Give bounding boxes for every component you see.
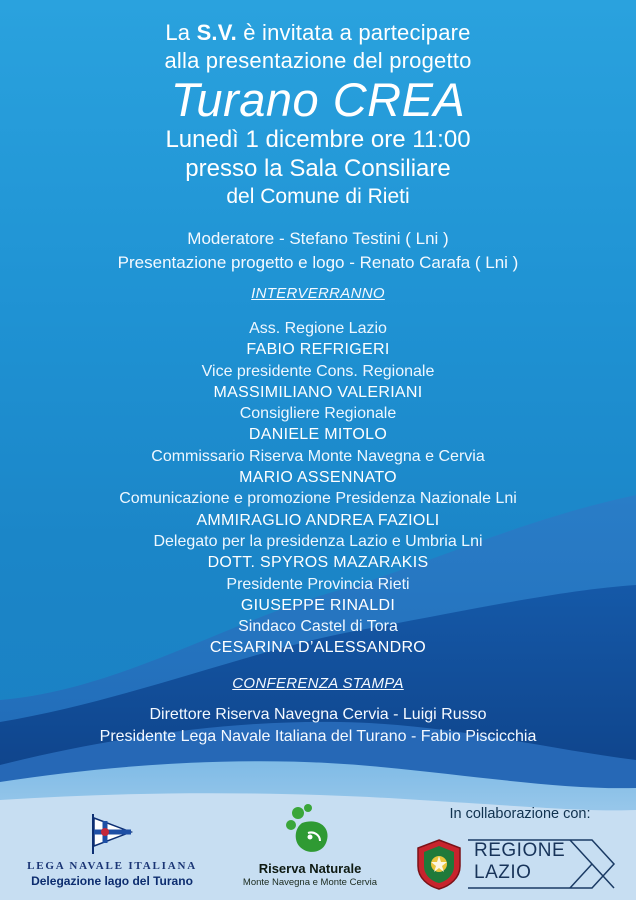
speaker-name: DOTT. SPYROS MAZARAKIS bbox=[207, 554, 429, 572]
speaker-role: Delegato per la presidenza Lazio e Umbria Lni bbox=[153, 532, 483, 550]
speaker-role: Ass. Regione Lazio bbox=[249, 320, 387, 337]
speaker-name: FABIO REFRIGERI bbox=[246, 341, 390, 359]
event-place-detail: del Comune di Rieti bbox=[226, 185, 410, 208]
invitation-line-1: La S.V. è invitata a partecipare bbox=[165, 20, 471, 45]
speaker-role: Commissario Riserva Monte Navegna e Cervia bbox=[151, 447, 485, 465]
moderator-line: Moderatore - Stefano Testini ( Lni ) bbox=[187, 229, 449, 248]
project-title: Turano CREA bbox=[170, 73, 466, 126]
lni-delegation: Delegazione lago del Turano bbox=[31, 874, 193, 888]
regione-label: REGIONE bbox=[474, 840, 566, 861]
lega-navale-logo bbox=[22, 812, 202, 888]
speaker-name: DANIELE MITOLO bbox=[248, 426, 388, 444]
speakers-heading: INTERVERRANNO bbox=[251, 285, 385, 302]
speaker-name: AMMIRAGLIO ANDREA FAZIOLI bbox=[196, 511, 440, 529]
presentation-line: Presentazione progetto e logo - Renato Carafa ( Lni ) bbox=[117, 253, 519, 272]
speaker-name: CESARINA D’ALESSANDRO bbox=[209, 639, 427, 657]
speaker-role: Vice presidente Cons. Regionale bbox=[201, 362, 435, 380]
event-date: Lunedì 1 dicembre ore 11:00 bbox=[165, 126, 471, 153]
speaker-name: MARIO ASSENNATO bbox=[239, 469, 397, 487]
riserva-naturale-logo bbox=[240, 803, 380, 888]
regione-lazio-crest-icon bbox=[414, 838, 464, 890]
speaker-name: GIUSEPPE RINALDI bbox=[240, 596, 396, 614]
press-line-2: Presidente Lega Navale Italiana del Turano - Fabio Piscicchia bbox=[99, 727, 537, 745]
collaboration-label: In collaborazione con: bbox=[449, 806, 591, 822]
press-line-1: Direttore Riserva Navegna Cervia - Luigi Russo bbox=[149, 705, 487, 723]
speakers-list bbox=[0, 318, 636, 659]
riserva-leaf-icon bbox=[280, 803, 340, 859]
lazio-label: LAZIO bbox=[474, 862, 532, 883]
invitation-line-2: alla presentazione del progetto bbox=[164, 48, 472, 73]
riserva-subtitle: Monte Navegna e Monte Cervia bbox=[242, 877, 378, 888]
speaker-role: Sindaco Castel di Tora bbox=[238, 618, 398, 636]
riserva-name: Riserva Naturale bbox=[258, 861, 362, 876]
lni-name: LEGA NAVALE ITALIANA bbox=[27, 860, 197, 872]
speaker-role: Comunicazione e promozione Presidenza Nazionale Lni bbox=[119, 490, 517, 508]
event-place: presso la Sala Consiliare bbox=[185, 155, 451, 182]
lni-pennant-icon bbox=[89, 812, 135, 856]
regione-lazio-text bbox=[474, 840, 565, 884]
speaker-name: MASSIMILIANO VALERIANI bbox=[213, 383, 423, 401]
speaker-role: Consigliere Regionale bbox=[239, 405, 397, 423]
press-heading: CONFERENZA STAMPA bbox=[232, 674, 404, 692]
speaker-role: Presidente Provincia Rieti bbox=[226, 575, 410, 593]
